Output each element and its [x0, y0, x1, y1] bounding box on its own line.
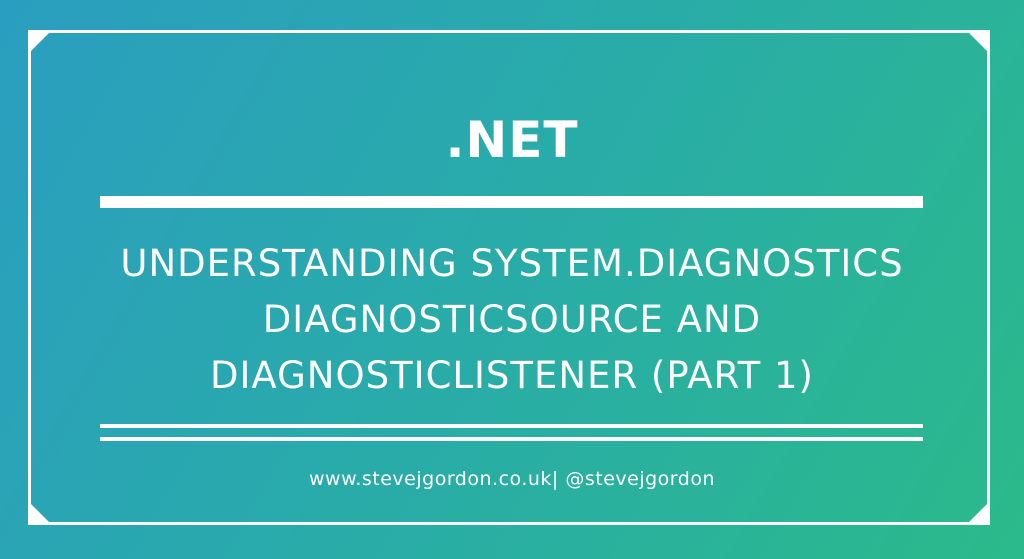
- footer: [0, 466, 1024, 492]
- corner-top-right: [966, 30, 990, 54]
- divider-bottom-2: [100, 437, 923, 441]
- footer-website: www.stevejgordon.co.uk: [308, 468, 552, 490]
- article-title: [40, 236, 984, 404]
- title-line-3: DIAGNOSTICLISTENER (PART 1): [210, 354, 814, 397]
- corner-top-left: [28, 30, 52, 54]
- title-line-1: UNDERSTANDING SYSTEM.DIAGNOSTICS: [120, 242, 904, 285]
- footer-handle: @stevejgordon: [565, 468, 715, 490]
- divider-bottom-1: [100, 424, 923, 428]
- divider-top: [100, 196, 923, 208]
- corner-bottom-left: [28, 501, 52, 525]
- category-heading: .NET: [445, 111, 579, 169]
- title-line-2: DIAGNOSTICSOURCE AND: [262, 298, 762, 341]
- footer-separator: |: [551, 468, 559, 490]
- corner-bottom-right: [966, 501, 990, 525]
